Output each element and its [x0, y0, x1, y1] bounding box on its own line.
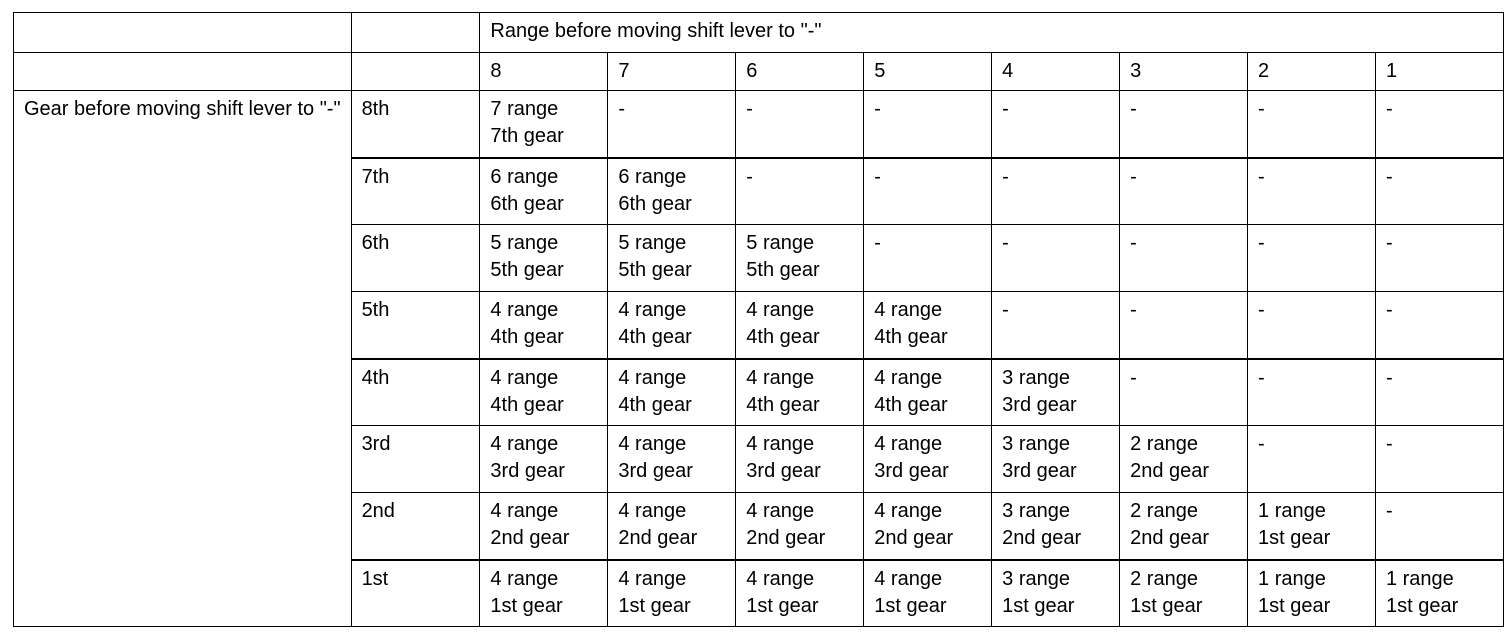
- cell-line: 3 range: [1002, 366, 1071, 389]
- cell-line: 4 range: [746, 299, 815, 321]
- cell-line: -: [1385, 165, 1393, 188]
- cell-line: 4 range: [874, 299, 943, 321]
- header-row-range: [14, 13, 1504, 53]
- cell-line: 1st gear: [746, 594, 819, 617]
- cell-line: -: [874, 165, 881, 188]
- cell-line: -: [1002, 232, 1009, 254]
- cell-line: -: [1258, 98, 1265, 120]
- table-cell: [864, 493, 992, 560]
- table-cell: [1120, 359, 1248, 426]
- cell-line: 5th gear: [746, 259, 820, 281]
- table-cell: [480, 292, 608, 359]
- cell-line: 3 range: [1002, 500, 1071, 522]
- header-row-range-numbers: [14, 53, 1504, 91]
- table-cell: [1375, 91, 1503, 158]
- cell-line: 5 range: [618, 232, 687, 254]
- cell-line: 4 range: [874, 433, 943, 455]
- table-cell: [1248, 225, 1376, 292]
- table-cell: [864, 225, 992, 292]
- table-cell: [1120, 292, 1248, 359]
- cell-line: 4 range: [490, 299, 559, 321]
- cell-line: -: [1002, 98, 1009, 120]
- cell-line: 4 range: [490, 500, 559, 522]
- table-cell: [992, 560, 1120, 627]
- cell-line: -: [1130, 366, 1137, 389]
- cell-line: 4th gear: [746, 326, 820, 348]
- table-cell: [1120, 493, 1248, 560]
- table-cell: [992, 158, 1120, 225]
- table-cell: [480, 91, 608, 158]
- cell-line: 4th gear: [490, 393, 564, 416]
- table-cell: [1248, 91, 1376, 158]
- cell-line: -: [1130, 299, 1137, 321]
- cell-line: 2nd gear: [874, 527, 954, 549]
- cell-line: 4 range: [618, 366, 687, 389]
- table-cell: [736, 91, 864, 158]
- table-cell: [992, 91, 1120, 158]
- table-cell: [608, 158, 736, 225]
- table-cell: [864, 292, 992, 359]
- cell-line: 3rd gear: [746, 460, 821, 482]
- cell-line: 1st gear: [874, 594, 947, 617]
- table-cell: [1375, 560, 1503, 627]
- corner-cell: [351, 13, 480, 53]
- cell-line: 2nd gear: [1130, 460, 1210, 482]
- table-cell: [1248, 426, 1376, 493]
- table-cell: [736, 493, 864, 560]
- cell-line: 1st gear: [1258, 527, 1331, 549]
- cell-line: 4 range: [746, 500, 815, 522]
- gear-label: 7th: [351, 158, 480, 225]
- gear-label: 8th: [351, 91, 480, 158]
- cell-line: 2nd gear: [618, 527, 698, 549]
- cell-line: 3rd gear: [618, 460, 693, 482]
- cell-line: 4 range: [874, 500, 943, 522]
- cell-line: 2nd gear: [1130, 527, 1210, 549]
- cell-line: 1st gear: [1002, 594, 1075, 617]
- cell-line: 2 range: [1130, 567, 1198, 590]
- table-body: [14, 13, 1504, 627]
- cell-line: 4th gear: [618, 326, 692, 348]
- cell-line: 4 range: [490, 567, 559, 590]
- corner-cell: [14, 13, 352, 53]
- corner-cell: [351, 53, 480, 91]
- table-cell: [1248, 158, 1376, 225]
- table-cell: [736, 292, 864, 359]
- cell-line: -: [1258, 366, 1265, 389]
- range-header-5: 5: [864, 53, 992, 91]
- table-cell: [608, 292, 736, 359]
- table-cell: [1120, 225, 1248, 292]
- cell-line: 5th gear: [490, 259, 564, 281]
- range-header-8: 8: [480, 53, 608, 91]
- cell-line: -: [1258, 165, 1265, 188]
- table-cell: [608, 560, 736, 627]
- column-header: Range before moving shift lever to "-": [480, 13, 1504, 53]
- cell-line: -: [1130, 98, 1137, 120]
- cell-line: 5th gear: [618, 259, 692, 281]
- table-cell: [608, 426, 736, 493]
- cell-line: 1 range: [1258, 567, 1326, 590]
- table-cell: [1375, 426, 1503, 493]
- range-header-1: 1: [1375, 53, 1503, 91]
- table-cell: [992, 426, 1120, 493]
- cell-line: 4th gear: [874, 326, 948, 348]
- cell-line: 4 range: [490, 366, 559, 389]
- gear-label: 3rd: [351, 426, 480, 493]
- cell-line: 1st gear: [490, 594, 563, 617]
- cell-line: 4 range: [490, 433, 559, 455]
- gear-label: 1st: [351, 560, 480, 627]
- gear-label: 4th: [351, 359, 480, 426]
- table-cell: [608, 91, 736, 158]
- cell-line: 4 range: [746, 567, 815, 590]
- range-header-4: 4: [992, 53, 1120, 91]
- range-header-7: 7: [608, 53, 736, 91]
- cell-line: 3 range: [1002, 567, 1071, 590]
- table-cell: [992, 359, 1120, 426]
- cell-line: -: [1130, 165, 1137, 188]
- table-cell: [1375, 359, 1503, 426]
- cell-line: 2nd gear: [746, 527, 826, 549]
- cell-line: 4 range: [618, 567, 687, 590]
- table-cell: [608, 493, 736, 560]
- table-cell: [1375, 292, 1503, 359]
- cell-line: 5 range: [746, 232, 815, 254]
- cell-line: -: [1130, 232, 1137, 254]
- table-cell: [480, 359, 608, 426]
- table-cell: [736, 426, 864, 493]
- cell-line: -: [1385, 500, 1393, 522]
- cell-line: 7 range: [490, 98, 559, 120]
- table-cell: [480, 560, 608, 627]
- table-cell: [736, 158, 864, 225]
- gear-label: 2nd: [351, 493, 480, 560]
- table-cell: [736, 359, 864, 426]
- cell-line: 1st gear: [1130, 594, 1203, 617]
- shift-range-table: [13, 12, 1504, 627]
- table-cell: [608, 225, 736, 292]
- cell-line: 1st gear: [618, 594, 691, 617]
- cell-line: -: [1258, 433, 1265, 455]
- cell-line: -: [874, 98, 881, 120]
- cell-line: 3rd gear: [1002, 393, 1077, 416]
- cell-line: 4th gear: [874, 393, 948, 416]
- table-cell: [1375, 225, 1503, 292]
- table-cell: [480, 158, 608, 225]
- cell-line: -: [1002, 299, 1009, 321]
- cell-line: -: [1385, 98, 1393, 120]
- cell-line: 4 range: [618, 299, 687, 321]
- cell-line: 1 range: [1258, 500, 1326, 522]
- cell-line: 3rd gear: [1002, 460, 1077, 482]
- table-cell: [992, 225, 1120, 292]
- cell-line: -: [1385, 433, 1393, 455]
- cell-line: 4 range: [746, 433, 815, 455]
- cell-line: 4 range: [874, 366, 943, 389]
- table-cell: [480, 493, 608, 560]
- corner-cell: [14, 53, 352, 91]
- cell-line: 5 range: [490, 232, 559, 254]
- gear-label: 5th: [351, 292, 480, 359]
- table-cell: [864, 359, 992, 426]
- cell-line: -: [1258, 299, 1265, 321]
- table-cell: [736, 225, 864, 292]
- range-header-6: 6: [736, 53, 864, 91]
- table-row: [14, 91, 1504, 158]
- range-header-3: 3: [1120, 53, 1248, 91]
- cell-line: 1st gear: [1258, 594, 1331, 617]
- cell-line: 2nd gear: [1002, 527, 1082, 549]
- cell-line: 2 range: [1130, 433, 1198, 455]
- table-cell: [736, 560, 864, 627]
- table-cell: [480, 225, 608, 292]
- table-cell: [1120, 91, 1248, 158]
- table-cell: [864, 158, 992, 225]
- cell-line: 1 range: [1385, 567, 1454, 590]
- cell-line: 6th gear: [618, 192, 692, 215]
- cell-line: 2nd gear: [490, 527, 570, 549]
- cell-line: 2 range: [1130, 500, 1198, 522]
- table-cell: [1375, 158, 1503, 225]
- cell-line: 4 range: [874, 567, 943, 590]
- cell-line: 4 range: [746, 366, 815, 389]
- table-cell: [608, 359, 736, 426]
- row-header: Gear before moving shift lever to "-": [14, 91, 352, 627]
- cell-line: -: [874, 232, 881, 254]
- cell-line: 4 range: [618, 500, 687, 522]
- table-cell: [1120, 426, 1248, 493]
- cell-line: 6th gear: [490, 192, 564, 215]
- gear-label: 6th: [351, 225, 480, 292]
- table-cell: [1375, 493, 1503, 560]
- table-cell: [992, 493, 1120, 560]
- cell-line: 7th gear: [490, 125, 564, 147]
- cell-line: -: [1385, 366, 1393, 389]
- table-cell: [1120, 158, 1248, 225]
- table-cell: [864, 426, 992, 493]
- cell-line: -: [1258, 232, 1265, 254]
- cell-line: 4th gear: [746, 393, 820, 416]
- table-cell: [1248, 292, 1376, 359]
- table-cell: [992, 292, 1120, 359]
- cell-line: 4 range: [618, 433, 687, 455]
- cell-line: -: [746, 98, 753, 120]
- table-cell: [864, 91, 992, 158]
- cell-line: 3rd gear: [490, 460, 565, 482]
- cell-line: -: [1385, 232, 1393, 254]
- cell-line: -: [618, 98, 626, 120]
- cell-line: 4th gear: [618, 393, 692, 416]
- cell-line: 4th gear: [490, 326, 564, 348]
- cell-line: -: [1385, 299, 1393, 321]
- table-cell: [1248, 493, 1376, 560]
- range-header-2: 2: [1248, 53, 1376, 91]
- cell-line: 3rd gear: [874, 460, 949, 482]
- cell-line: -: [746, 165, 753, 188]
- table-cell: [1248, 359, 1376, 426]
- cell-line: 6 range: [618, 165, 687, 188]
- cell-line: 6 range: [490, 165, 559, 188]
- table-cell: [864, 560, 992, 627]
- cell-line: 1st gear: [1385, 594, 1459, 617]
- table-cell: [1248, 560, 1376, 627]
- table-cell: [1120, 560, 1248, 627]
- table-cell: [480, 426, 608, 493]
- cell-line: -: [1002, 165, 1009, 188]
- cell-line: 3 range: [1002, 433, 1071, 455]
